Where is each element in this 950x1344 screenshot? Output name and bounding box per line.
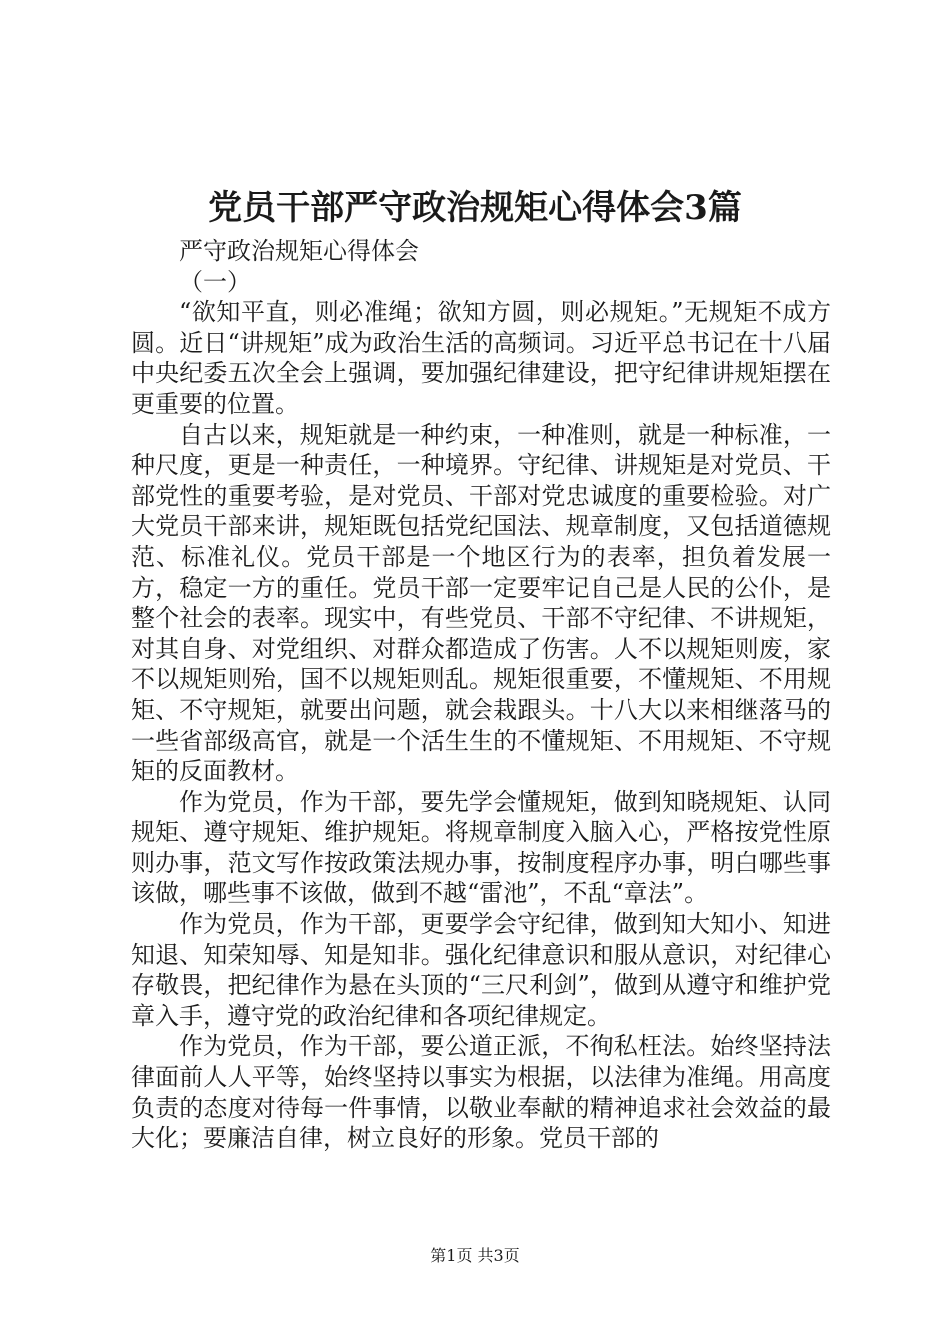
document-title: 党员干部严守政治规矩心得体会3篇 [208,188,742,228]
paragraph: 自古以来，规矩就是一种约束，一种准则，就是一种标准，一种尺度，更是一种责任，一种境界。守纪律、讲规矩是对党员、干部党性的重要考验，是对党员、干部对党忠诚度的重要检验。对广大党员干部来讲，规矩既包括党纪国法、规章制度，又包括道德规范、标准礼仪。党员干部是一个地区行为的表率，担负着发展一方，稳定一方的重任。党员干部一定要牢记自己是人民的公仆，是整个社会的表率。现实中，有些党员、干部不守纪律、不讲规矩，对其自身、对党组织、对群众都造成了伤害。人不以规矩则废，家不以规矩则殆，国不以规矩则乱。规矩很重要，不懂规矩、不用规矩、不守规矩，就要出问题，就会栽跟头。十八大以来相继落马的一些省部级高官，就是一个活生生的不懂规矩、不用规矩、不守规矩的反面教材。 [131,420,831,786]
page-footer: 第1页 共3页 [430,1246,520,1265]
paragraph: 作为党员，作为干部，要公道正派，不徇私枉法。始终坚持法律面前人人平等，始终坚持以事实为根据，以法律为准绳。用高度负责的态度对待每一件事情，以敬业奉献的精神追求社会效益的最大化；要廉洁自律，树立良好的形象。党员干部的 [131,1032,831,1153]
paragraph: 作为党员，作为干部，要先学会懂规矩，做到知晓规矩、认同规矩、遵守规矩、维护规矩。将规章制度入脑入心，严格按党性原则办事，范文写作按政策法规办事，按制度程序办事，明白哪些事该做，哪些事不该做，做到不越“雷池”，不乱“章法”。 [131,787,831,908]
document-body [131,236,831,1154]
section-number: （一） [179,267,251,296]
document-subtitle: 严守政治规矩心得体会 [179,237,419,265]
paragraph: 作为党员，作为干部，更要学会守纪律，做到知大知小、知进知退、知荣知辱、知是知非。强化纪律意识和服从意识，对纪律心存敬畏，把纪律作为悬在头顶的“三尺利剑”，做到从遵守和维护党章入手，遵守党的政治纪律和各项纪律规定。 [131,910,831,1030]
paragraph: “欲知平直，则必准绳；欲知方圆，则必规矩。”无规矩不成方圆。近日“讲规矩”成为政治生活的高频词。习近平总书记在十八届中央纪委五次全会上强调，要加强纪律建设，把守纪律讲规矩摆在更重要的位置。 [131,298,831,418]
